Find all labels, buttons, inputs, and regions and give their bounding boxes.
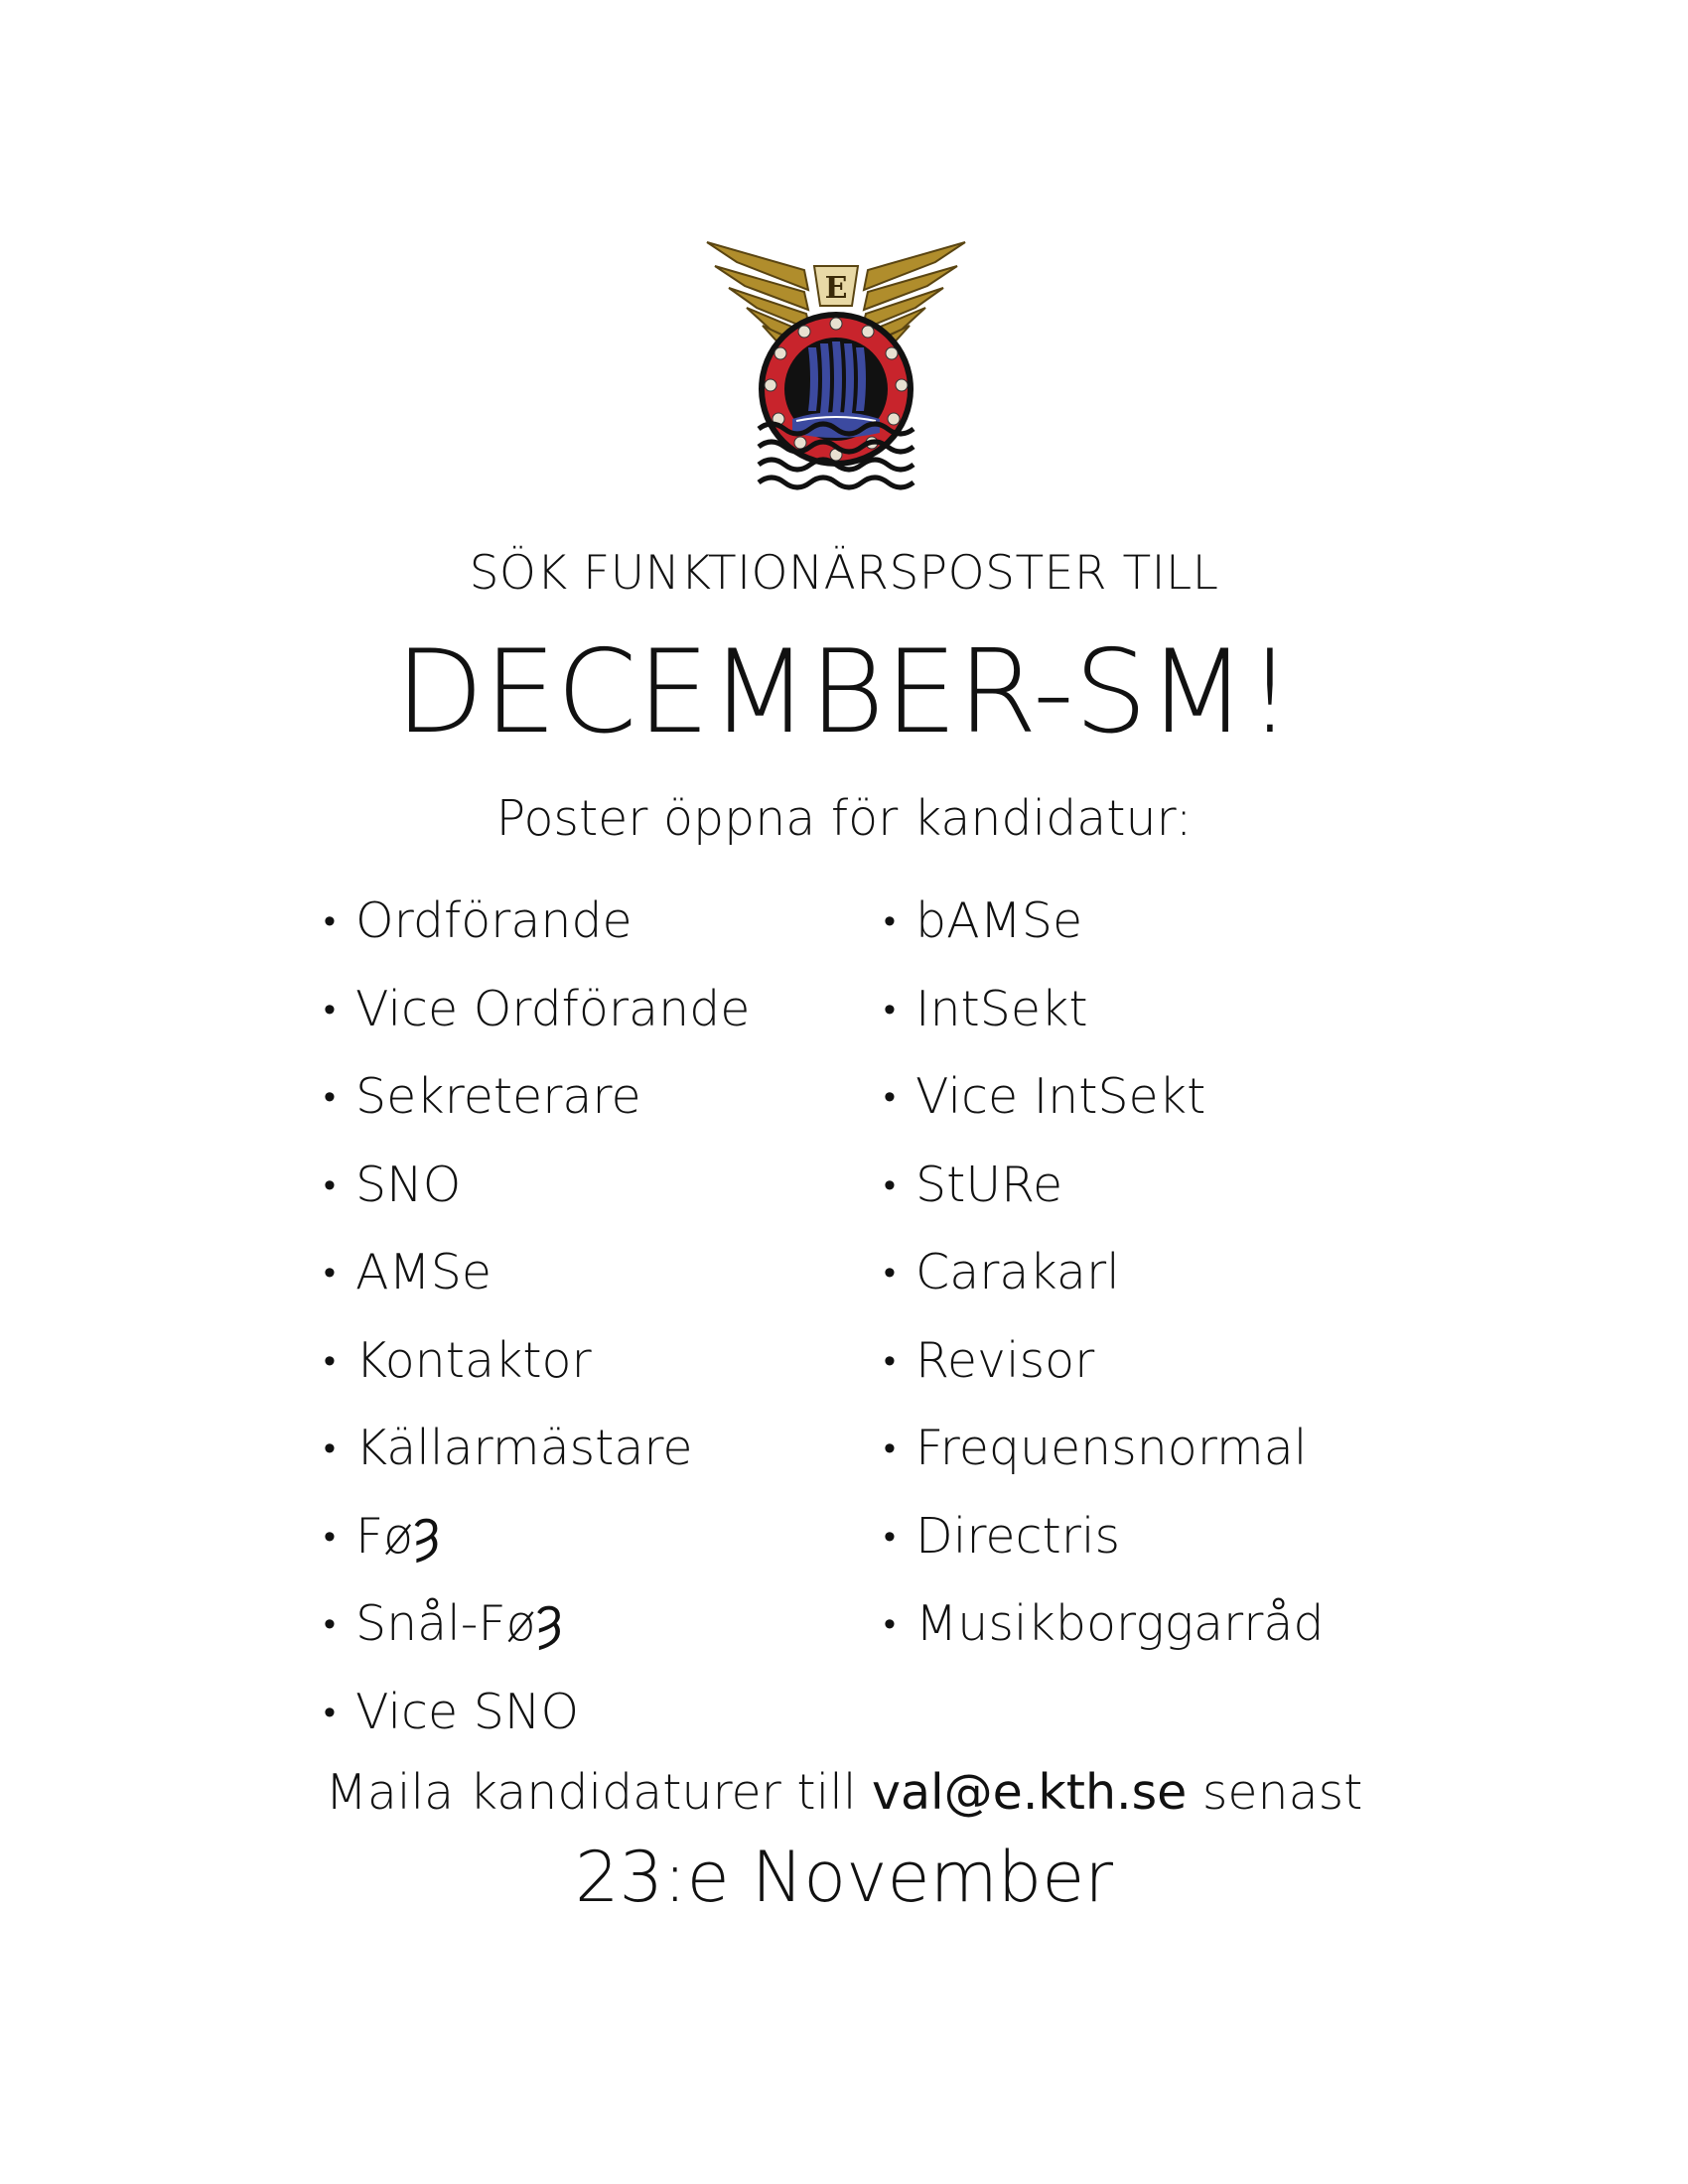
post-name: AMSe [355, 1244, 492, 1300]
bullet-icon: • [324, 1516, 336, 1557]
post-name: Snål-FøȜ [355, 1595, 563, 1652]
contact-text-before: Maila kandidaturer till [325, 1764, 873, 1821]
bullet-icon: • [324, 1692, 336, 1732]
bullet-icon: • [324, 1340, 336, 1381]
bullet-icon: • [324, 901, 336, 941]
post-name: FøȜ [355, 1507, 440, 1565]
list-item [884, 1241, 1440, 1329]
bullet-icon: • [324, 1164, 336, 1205]
posts-list-left [324, 889, 860, 1768]
post-name: Revisor [915, 1331, 1095, 1389]
bullet-icon: • [324, 989, 336, 1029]
bullet-icon: • [884, 1077, 896, 1117]
list-item [884, 978, 1440, 1066]
post-name: Ordförande [355, 892, 633, 949]
list-item [884, 1417, 1440, 1505]
bullet-icon: • [884, 1429, 896, 1468]
list-item [324, 1065, 860, 1154]
bullet-icon: • [884, 901, 896, 941]
list-item [324, 1592, 860, 1681]
contact-line [0, 1761, 1688, 1825]
contact-email-link[interactable]: val@e.kth.se [872, 1764, 1188, 1821]
post-name: bAMSe [915, 892, 1083, 949]
list-item [324, 889, 860, 978]
section-logo-graphic [697, 230, 975, 492]
post-name: SNO [355, 1156, 462, 1213]
list-item [324, 978, 860, 1066]
post-name: Frequensnormal [915, 1420, 1308, 1476]
bullet-icon: • [324, 1429, 336, 1468]
bullet-icon: • [884, 1604, 896, 1644]
list-item [884, 1065, 1440, 1154]
bullet-icon: • [884, 1516, 896, 1557]
list-item [884, 1154, 1440, 1242]
list-item [324, 1417, 860, 1505]
list-item [324, 1329, 860, 1418]
posts-list-right [884, 889, 1440, 1681]
list-item [324, 1154, 860, 1242]
contact-text-after: senast [1187, 1764, 1363, 1821]
subtitle: SÖK FUNKTIONÄRSPOSTER TILL [469, 546, 1219, 601]
bullet-icon: • [884, 1253, 896, 1293]
deadline-date: 23:e November [574, 1837, 1114, 1918]
post-name: Sekreterare [355, 1068, 641, 1125]
list-item [884, 1592, 1440, 1681]
list-item [324, 1505, 860, 1593]
post-name: Vice IntSekt [915, 1068, 1206, 1125]
list-item [324, 1241, 860, 1329]
bullet-icon: • [884, 989, 896, 1029]
post-name: Källarmästare [355, 1420, 693, 1476]
post-name: Kontaktor [355, 1331, 592, 1389]
letter-plate [814, 266, 858, 306]
post-name: IntSekt [915, 980, 1088, 1037]
bullet-icon: • [324, 1604, 336, 1644]
bullet-icon: • [884, 1340, 896, 1381]
bullet-icon: • [324, 1253, 336, 1293]
post-name: Musikborggarråd [915, 1595, 1325, 1652]
logo-letter: E [824, 271, 848, 306]
post-name: Directris [915, 1507, 1121, 1565]
list-item [884, 1329, 1440, 1418]
list-item [324, 1681, 860, 1769]
list-item [884, 889, 1440, 978]
section-logo [697, 230, 975, 492]
post-name: Carakarl [915, 1244, 1120, 1300]
post-name: StURe [915, 1156, 1063, 1213]
bullet-icon: • [324, 1077, 336, 1117]
page-title: DECEMBER-SM! [394, 625, 1294, 759]
list-item [884, 1505, 1440, 1593]
post-name: Vice Ordförande [355, 980, 751, 1037]
intro-text: Poster öppna för kandidatur: [495, 790, 1193, 847]
post-name: Vice SNO [355, 1683, 580, 1740]
bullet-icon: • [884, 1164, 896, 1205]
